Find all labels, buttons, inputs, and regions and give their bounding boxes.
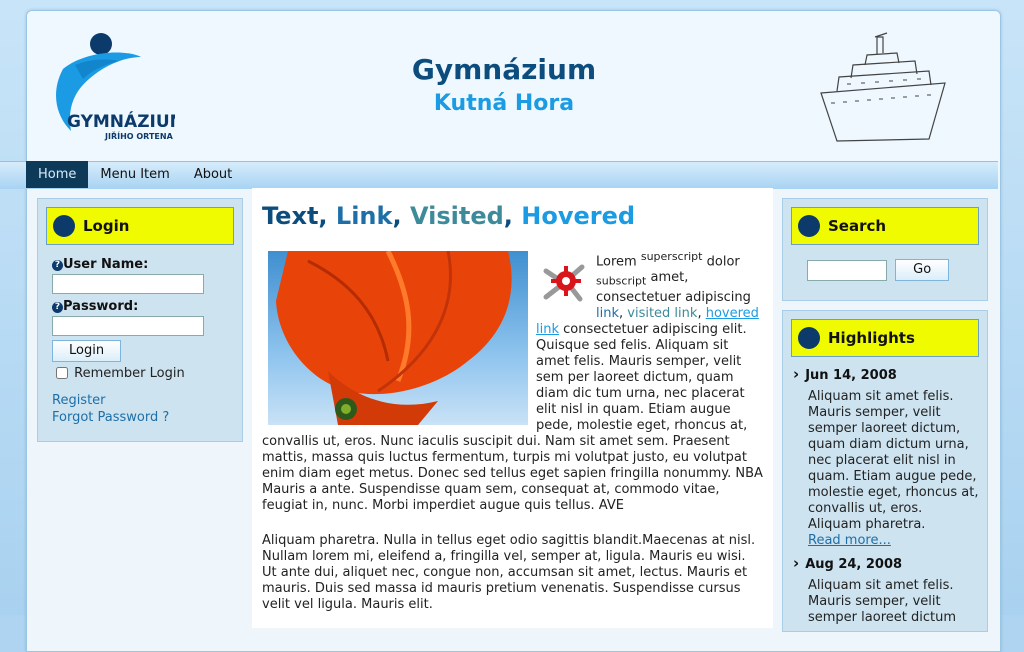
password-label: Password: — [63, 299, 139, 314]
highlight-date: › Jun 14, 2008 — [793, 365, 979, 383]
logo-text-sub: JIŘÍHO ORTENA — [105, 132, 173, 141]
nav-about[interactable]: About — [193, 167, 233, 182]
header — [27, 11, 1000, 162]
content-paragraph-1: Lorem $^{superscript}$ dolor $_{subscript}$ amet, consectetuer adipiscing link, visited link, hovered link consectetuer adipiscing elit. Quisque sed felis. Aliquam sit amet felis. Mauris semper, velit sem per laoreet dictum, quam diam dic tum urna, nec placerat elit nisl in quam. Etiam augue pede, molestie eget, rhoncus at, convallis ut, eros. Nunc iaculis suscipit dui. Nam sit amet sem. Praesent mattis, massa quis luctus fermentum, turpis mi volutpat justo, eu volutpat enim diam eget metus. Donec sed tellus eget sapien fringilla nonummy. NBA Mauris a ante. Suspendisse quam sem, consequat at, commodo vitae, feugiat in, nunc. Morbi imperdiet augue quis tellus. AVE — [262, 250, 763, 513]
username-input[interactable] — [52, 274, 204, 294]
ship-drawing-icon — [817, 31, 952, 147]
inline-link[interactable]: link — [596, 305, 619, 321]
read-more-link[interactable]: Read more... — [808, 533, 891, 548]
search-title: Search — [828, 217, 887, 235]
heading-link[interactable]: Link — [335, 202, 393, 230]
content-paragraph-2: Aliquam pharetra. Nulla in tellus eget odio sagittis blandit.Maecenas at nisl. Nullam lorem mi, eleifend a, fringilla vel, semper at, ligula. Mauris eu wisi. Ut ante dui, aliquet nec, congue non, accumsan sit amet, lectus. Mauris et mauris. Duis sed massa id mauris pretium venenatis. Suspendisse cursus velit vel ligula. Mauris elit. — [262, 533, 756, 612]
subscript-text: subscript — [596, 274, 647, 288]
help-icon[interactable]: ? — [52, 302, 63, 313]
highlight-text: Aliquam sit amet felis. Mauris semper, velit semper laoreet dictum — [808, 578, 956, 625]
p1-text-d: consectetuer adipiscing elit. Quisque sed felis. Aliquam sit amet felis. Mauris semper, velit sem per laoreet dictum, quam diam dic tum urna, nec placerat elit nisl in quam. Etiam augue pede, molestie eget, rhoncus at, convallis ut, eros. Nunc iaculis suscipit dui. Nam sit amet sem. Praesent mattis, massa quis luctus fermentum, turpis mi volutpat justo, eu volutpat enim diam eget metus. Donec sed tellus eget sapien fringilla nonummy. NBA Mauris a ante. Suspendisse quam sem, consequat at, commodo vitae, feugiat in, nunc. Morbi imperdiet augue quis tellus. AVE — [262, 321, 763, 513]
bullet-circle-icon — [53, 215, 75, 237]
bullet-circle-icon — [798, 215, 820, 237]
forgot-password-link[interactable]: Forgot Password ? — [52, 410, 170, 425]
search-box — [782, 198, 988, 301]
main-content — [252, 188, 773, 628]
nav-menu-item[interactable]: Menu Item — [100, 167, 170, 182]
p1-text-b: dolor — [706, 254, 740, 270]
logo-text-main: GYMNÁZIUM — [67, 112, 175, 132]
site-title: Gymnázium — [411, 53, 597, 86]
remember-login-checkbox[interactable] — [56, 367, 68, 379]
help-icon[interactable]: ? — [52, 260, 63, 271]
superscript-text: superscript — [640, 250, 703, 263]
register-link[interactable]: Register — [52, 393, 106, 408]
highlights-box — [782, 310, 988, 632]
login-box — [37, 198, 243, 442]
main-nav — [26, 161, 244, 188]
p1-text-c: amet, consectetuer adipiscing — [596, 270, 751, 305]
login-button[interactable]: Login — [52, 340, 121, 362]
username-label: User Name: — [63, 257, 149, 272]
login-title: Login — [83, 217, 130, 235]
search-go-button[interactable]: Go — [895, 259, 949, 281]
flower-image — [268, 251, 528, 425]
site-subtitle: Kutná Hora — [433, 91, 575, 116]
inline-visited-link[interactable]: visited link — [627, 305, 698, 321]
search-box-header — [791, 207, 979, 245]
highlights-title: Highlights — [828, 329, 915, 347]
highlights-box-header — [791, 319, 979, 357]
nav-home[interactable]: Home — [26, 161, 88, 188]
heading-visited-link[interactable]: Visited — [409, 202, 504, 230]
password-input[interactable] — [52, 316, 204, 336]
heading-hovered-link[interactable]: Hovered — [521, 202, 636, 230]
login-box-header — [46, 207, 234, 245]
search-input[interactable] — [807, 260, 887, 281]
gear-logo-icon — [536, 253, 592, 315]
highlight-date: › Aug 24, 2008 — [793, 554, 979, 572]
bullet-circle-icon — [798, 327, 820, 349]
highlight-text: Aliquam sit amet felis. Mauris semper, velit semper laoreet dictum, quam diam dictum urna, nec placerat elit nisl in quam. Etiam augue pede, molestie eget, rhoncus at, convallis ut, eros. Aliquam pharetra. — [808, 389, 979, 532]
p1-text-a: Lorem — [596, 254, 637, 270]
remember-login-label: Remember Login — [74, 366, 185, 381]
content-heading: Text, Link, Visited, Hovered — [262, 202, 636, 230]
inline-hovered-link[interactable]: hovered link — [536, 305, 759, 337]
heading-text: Text — [262, 202, 319, 230]
